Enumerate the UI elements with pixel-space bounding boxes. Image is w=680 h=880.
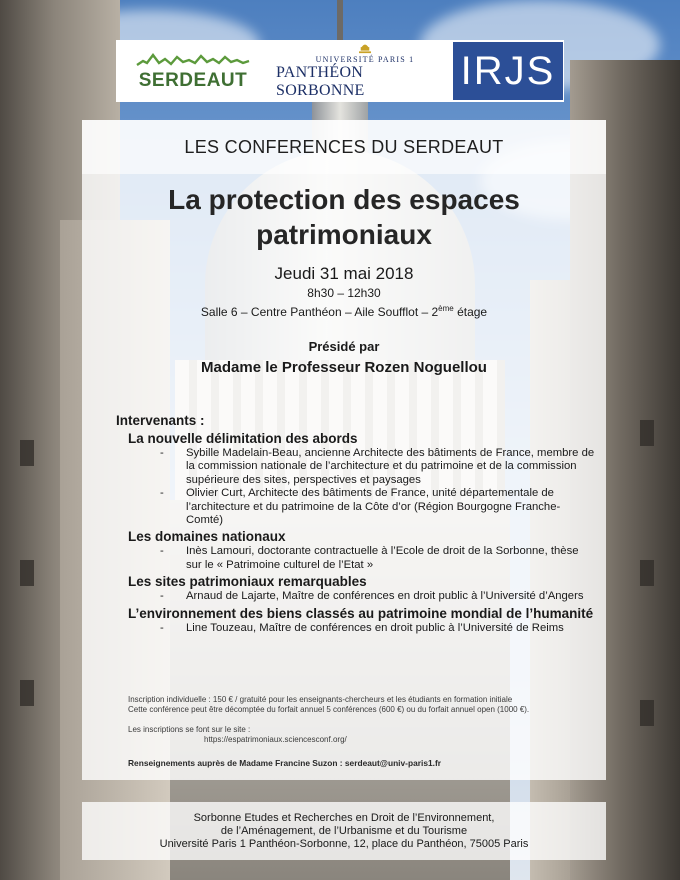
event-room-text: Salle 6 – Centre Panthéon – Aile Soufflot – 2 [200, 305, 439, 319]
section-sites [128, 573, 596, 603]
speaker-item [160, 487, 596, 527]
series-title: LES CONFERENCES DU SERDEAUT [184, 136, 504, 157]
registration-fee: Inscription individuelle : 150 € / gratuité pour les enseignants-chercheurs et les étudiants en formation initiale [128, 695, 513, 704]
registration-package: Cette conférence peut être décomptée du forfait annuel 5 conférences (600 €) ou du forfait annuel open (1000 €). [128, 705, 530, 714]
speaker-text: Line Touzeau, Maître de conférences en droit public à l’Université de Reims [186, 621, 564, 634]
section-title: Les domaines nationaux [128, 529, 286, 545]
sorbonne-university-line: UNIVERSITÉ PARIS 1 [315, 55, 415, 64]
list-dash: - [160, 621, 164, 634]
registration-info [128, 695, 588, 745]
footer-line-3: Université Paris 1 Panthéon-Sorbonne, 12, place du Panthéon, 75005 Paris [159, 837, 529, 850]
serdeaut-wordmark: SERDEAUT [138, 69, 248, 91]
section-title: L’environnement des biens classés au patrimoine mondial de l’humanité [128, 605, 594, 621]
presided-by-label: Présidé par [308, 339, 380, 354]
event-room-sup: ème [438, 304, 454, 313]
event-title [104, 182, 584, 252]
event-header [82, 182, 606, 377]
speakers-label: Intervenants : [116, 413, 205, 428]
event-time: 8h30 – 12h30 [307, 286, 381, 300]
sorbonne-logo [276, 42, 454, 100]
speaker-text: Inès Lamouri, doctorante contractuelle à l’Ecole de droit de la Sorbonne, thèse sur le « Patrimoine culturel de l’Etat » [186, 545, 579, 571]
speaker-text: Arnaud de Lajarte, Maître de conférences en droit public à l’Université d’Angers [186, 590, 584, 603]
footer-line-1: Sorbonne Etudes et Recherches en Droit de l’Environnement, [193, 811, 495, 824]
speaker-text: Olivier Curt, Architecte des bâtiments de France, unité départementale de l’architecture et du patrimoine de la Côte d’or (Région Bourgogne Franche-Comté) [186, 487, 561, 527]
footer [82, 802, 606, 860]
section-domaines [128, 528, 596, 572]
list-dash: - [160, 447, 164, 459]
registration-site-label: Les inscriptions se font sur le site : [128, 725, 251, 734]
section-patrimoine-mondial [128, 605, 596, 635]
event-room [82, 301, 606, 320]
event-title-line-1: La protection des espaces [168, 184, 520, 215]
serdeaut-logo [118, 42, 268, 100]
series-band [82, 120, 606, 174]
section-abords [128, 430, 596, 527]
event-room-end: étage [453, 305, 488, 319]
pantheon-crest-icon [356, 42, 374, 54]
irjs-logo [453, 42, 563, 100]
speaker-item [160, 590, 596, 603]
landscape-icon [133, 51, 253, 69]
list-dash: - [160, 590, 164, 603]
speaker-item [160, 545, 596, 572]
event-title-line-2: patrimoniaux [256, 219, 432, 250]
section-title: La nouvelle délimitation des abords [128, 431, 358, 446]
list-dash: - [160, 487, 164, 500]
speaker-item [160, 447, 596, 487]
section-title: Les sites patrimoniaux remarquables [128, 574, 367, 590]
speaker-text: Sybille Madelain-Beau, ancienne Architecte des bâtiments de France, membre de la commission nationale de l’architecture et du patrimoine et de la commission supérieure des sites, perspectives et paysages [186, 447, 595, 486]
irjs-wordmark: IRJS [460, 48, 556, 93]
contact-info: Renseignements auprès de Madame Francine Suzon : serdeaut@univ-paris1.fr [128, 758, 442, 768]
sorbonne-name-line: PANTHÉON SORBONNE [276, 64, 365, 99]
president-name: Madame le Professeur Rozen Noguellou [201, 359, 487, 376]
footer-line-2: de l’Aménagement, de l’Urbanisme et du Tourisme [220, 824, 468, 837]
speakers-block [116, 412, 596, 635]
registration-link[interactable]: https://espatrimoniaux.sciencesconf.org/ [204, 735, 347, 744]
event-date: Jeudi 31 mai 2018 [274, 264, 414, 283]
speaker-item [160, 622, 596, 635]
list-dash: - [160, 545, 164, 558]
